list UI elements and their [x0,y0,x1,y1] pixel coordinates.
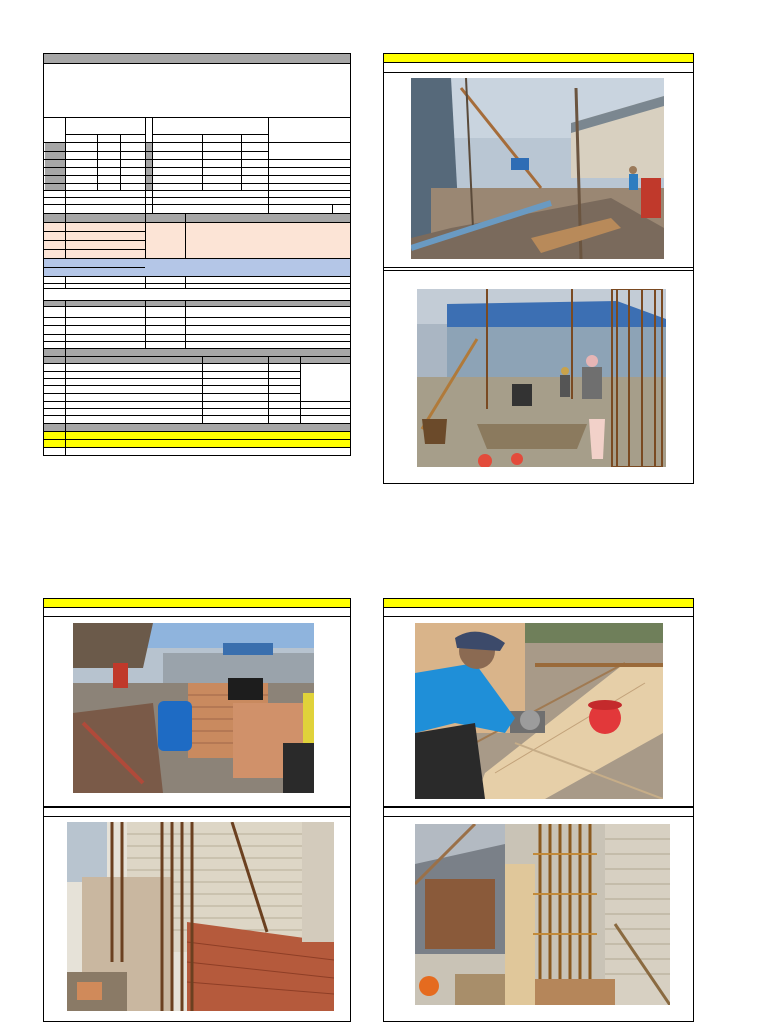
report-form-sheet [43,53,351,456]
photo-panel-top-right [383,53,694,484]
site-photo-plywood-cutting [415,623,663,799]
panel-header-bar [383,598,694,608]
site-photo-rebar-formwork [415,824,670,1005]
site-photo-brick-wall-rebar [67,822,334,1011]
photo-panel-bottom-left [43,598,351,1022]
panel-header-bar [383,53,694,63]
site-photo-scaffolding [411,78,664,259]
panel-header-bar [43,598,351,608]
site-photo-mortar-mixing [417,289,666,467]
site-photo-bricks-drum [73,623,314,793]
form-header-strip [44,54,350,64]
form-section-header [44,214,350,223]
photo-panel-bottom-right [383,598,694,1022]
form-title-divider [44,117,350,118]
